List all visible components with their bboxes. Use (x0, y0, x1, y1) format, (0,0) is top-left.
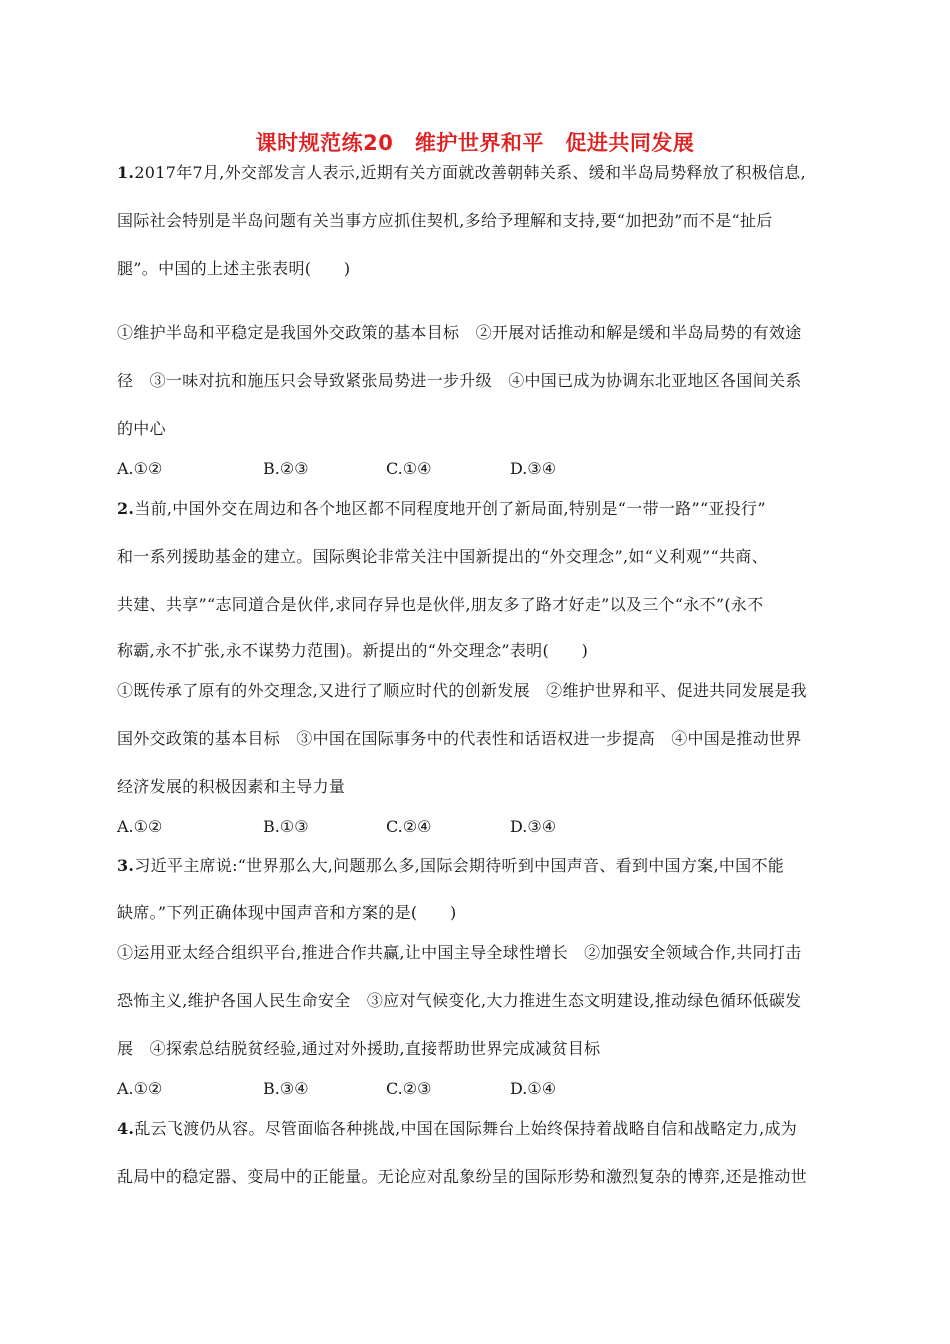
question-3-stem-line: 缺席。”下列正确体现中国声音和方案的是( ) (117, 903, 457, 922)
question-1-statement-line: ①维护半岛和平稳定是我国外交政策的基本目标 ②开展对话推动和解是缓和半岛局势的有效途 (117, 323, 802, 342)
option-b[interactable]: B.③④ (263, 1079, 309, 1098)
question-2-statement-line: 国外交政策的基本目标 ③中国在国际事务中的代表性和话语权进一步提高 ④中国是推动世界 (117, 729, 802, 748)
question-3-stem-line: 3.习近平主席说:“世界那么大,问题那么多,国际会期待听到中国声音、看到中国方案,中国不能 (117, 856, 785, 875)
option-a[interactable]: A.①② (117, 817, 163, 836)
option-c[interactable]: C.②④ (386, 817, 432, 836)
option-a[interactable]: A.①② (117, 459, 163, 478)
question-2-statement-line: 经济发展的积极因素和主导力量 (117, 777, 346, 796)
question-1-statement-line: 的中心 (117, 419, 166, 438)
option-b[interactable]: B.①③ (263, 817, 309, 836)
question-2-stem-line: 共建、共享”“志同道合是伙伴,求同存异也是伙伴,朋友多了路才好走”以及三个“永不”(永不 (117, 595, 764, 614)
page-title: 课时规范练20 维护世界和平 促进共同发展 (255, 131, 695, 155)
option-d[interactable]: D.①④ (510, 1079, 557, 1098)
question-number: 3. (117, 856, 135, 875)
question-2-stem-line: 2.当前,中国外交在周边和各个地区都不同程度地开创了新局面,特别是“一带一路”“亚投行” (117, 499, 766, 518)
question-4-stem-line: 4.乱云飞渡仍从容。尽管面临各种挑战,中国在国际舞台上始终保持着战略自信和战略定力,成为 (117, 1119, 798, 1138)
question-3-statement-line: 恐怖主义,维护各国人民生命安全 ③应对气候变化,大力推进生态文明建设,推动绿色循环低碳发 (117, 991, 802, 1010)
question-2-stem-line: 和一系列援助基金的建立。国际舆论非常关注中国新提出的“外交理念”,如“义利观”“共商、 (117, 547, 768, 566)
question-4-stem-line: 乱局中的稳定器、变局中的正能量。无论应对乱象纷呈的国际形势和激烈复杂的博弈,还是推动世 (117, 1167, 807, 1186)
question-number: 1. (117, 163, 135, 182)
option-a[interactable]: A.①② (117, 1079, 163, 1098)
option-d[interactable]: D.③④ (510, 459, 557, 478)
question-1-stem-line: 1.2017年7月,外交部发言人表示,近期有关方面就改善朝韩关系、缓和半岛局势释放了积极信息, (117, 163, 806, 182)
question-1-statement-line: 径 ③一味对抗和施压只会导致紧张局势进一步升级 ④中国已成为协调东北亚地区各国间关系 (117, 371, 802, 390)
question-number: 4. (117, 1119, 135, 1138)
question-3-statement-line: 展 ④探索总结脱贫经验,通过对外援助,直接帮助世界完成减贫目标 (117, 1039, 601, 1058)
question-2-stem-line: 称霸,永不扩张,永不谋势力范围)。新提出的“外交理念”表明( ) (117, 641, 589, 660)
option-c[interactable]: C.①④ (386, 459, 432, 478)
question-3-statement-line: ①运用亚太经合组织平台,推进合作共赢,让中国主导全球性增长 ②加强安全领域合作,共同打击 (117, 943, 802, 962)
question-2-statement-line: ①既传承了原有的外交理念,又进行了顺应时代的创新发展 ②维护世界和平、促进共同发展是我 (117, 681, 807, 700)
question-1-stem-line: 腿”。中国的上述主张表明( ) (117, 259, 351, 278)
question-1-stem-line: 国际社会特别是半岛问题有关当事方应抓住契机,多给予理解和支持,要“加把劲”而不是“扯后 (117, 211, 773, 230)
option-d[interactable]: D.③④ (510, 817, 557, 836)
option-b[interactable]: B.②③ (263, 459, 309, 478)
option-c[interactable]: C.②③ (386, 1079, 432, 1098)
question-number: 2. (117, 499, 135, 518)
